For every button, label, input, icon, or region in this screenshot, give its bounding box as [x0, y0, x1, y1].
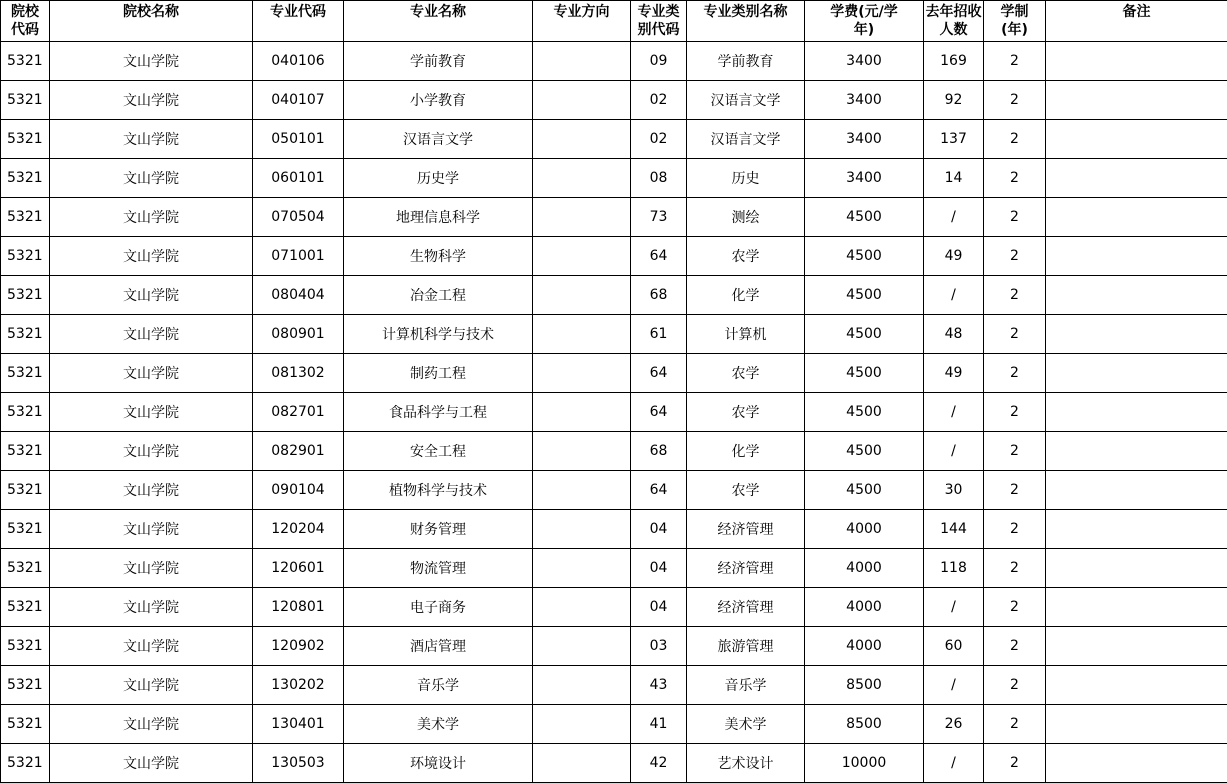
cell-category-code: 08 — [631, 159, 687, 198]
cell-direction — [533, 237, 631, 276]
cell-direction — [533, 666, 631, 705]
cell-remarks — [1046, 744, 1227, 783]
header-duration: 学制(年) — [984, 1, 1046, 42]
header-tuition: 学费(元/学年) — [805, 1, 924, 42]
cell-last-year-enrollment: 48 — [924, 315, 984, 354]
cell-major-code: 080404 — [253, 276, 344, 315]
cell-tuition: 8500 — [805, 666, 924, 705]
cell-tuition: 4500 — [805, 315, 924, 354]
cell-major-code: 060101 — [253, 159, 344, 198]
header-major-code: 专业代码 — [253, 1, 344, 42]
cell-major-name: 音乐学 — [344, 666, 533, 705]
cell-category-name: 计算机 — [687, 315, 805, 354]
cell-category-code: 02 — [631, 81, 687, 120]
cell-school-name: 文山学院 — [50, 315, 253, 354]
cell-category-code: 42 — [631, 744, 687, 783]
table-row — [1, 744, 1227, 783]
cell-remarks — [1046, 237, 1227, 276]
cell-tuition: 4500 — [805, 432, 924, 471]
table-row — [1, 237, 1227, 276]
cell-tuition: 3400 — [805, 81, 924, 120]
cell-tuition: 4500 — [805, 471, 924, 510]
cell-category-name: 经济管理 — [687, 549, 805, 588]
cell-tuition: 3400 — [805, 42, 924, 81]
cell-duration: 2 — [984, 627, 1046, 666]
cell-last-year-enrollment: 118 — [924, 549, 984, 588]
header-school-code: 院校代码 — [1, 1, 50, 42]
cell-school-code: 5321 — [1, 81, 50, 120]
table-row — [1, 159, 1227, 198]
table-row — [1, 315, 1227, 354]
cell-tuition: 4000 — [805, 588, 924, 627]
cell-school-name: 文山学院 — [50, 510, 253, 549]
table-row — [1, 42, 1227, 81]
cell-major-name: 学前教育 — [344, 42, 533, 81]
cell-tuition: 10000 — [805, 744, 924, 783]
cell-major-name: 制药工程 — [344, 354, 533, 393]
cell-major-code: 040106 — [253, 42, 344, 81]
cell-remarks — [1046, 510, 1227, 549]
cell-school-name: 文山学院 — [50, 705, 253, 744]
cell-tuition: 3400 — [805, 120, 924, 159]
cell-category-code: 64 — [631, 237, 687, 276]
cell-school-code: 5321 — [1, 471, 50, 510]
cell-category-code: 64 — [631, 354, 687, 393]
cell-duration: 2 — [984, 315, 1046, 354]
cell-major-code: 082701 — [253, 393, 344, 432]
cell-school-name: 文山学院 — [50, 354, 253, 393]
cell-school-code: 5321 — [1, 705, 50, 744]
cell-remarks — [1046, 627, 1227, 666]
cell-duration: 2 — [984, 198, 1046, 237]
cell-school-name: 文山学院 — [50, 393, 253, 432]
cell-major-name: 汉语言文学 — [344, 120, 533, 159]
cell-category-code: 61 — [631, 315, 687, 354]
cell-major-name: 计算机科学与技术 — [344, 315, 533, 354]
cell-school-code: 5321 — [1, 588, 50, 627]
cell-major-name: 生物科学 — [344, 237, 533, 276]
cell-school-code: 5321 — [1, 393, 50, 432]
cell-last-year-enrollment: / — [924, 744, 984, 783]
cell-school-name: 文山学院 — [50, 744, 253, 783]
cell-category-code: 04 — [631, 549, 687, 588]
cell-direction — [533, 588, 631, 627]
cell-direction — [533, 744, 631, 783]
cell-school-name: 文山学院 — [50, 471, 253, 510]
cell-last-year-enrollment: / — [924, 588, 984, 627]
cell-tuition: 4000 — [805, 549, 924, 588]
cell-last-year-enrollment: / — [924, 276, 984, 315]
cell-direction — [533, 627, 631, 666]
cell-category-name: 学前教育 — [687, 42, 805, 81]
cell-category-code: 43 — [631, 666, 687, 705]
cell-school-name: 文山学院 — [50, 432, 253, 471]
cell-direction — [533, 549, 631, 588]
cell-direction — [533, 81, 631, 120]
cell-school-name: 文山学院 — [50, 81, 253, 120]
cell-category-code: 68 — [631, 276, 687, 315]
cell-remarks — [1046, 276, 1227, 315]
cell-category-code: 64 — [631, 471, 687, 510]
table-row — [1, 705, 1227, 744]
cell-remarks — [1046, 471, 1227, 510]
table-row — [1, 666, 1227, 705]
cell-major-name: 物流管理 — [344, 549, 533, 588]
cell-category-name: 汉语言文学 — [687, 81, 805, 120]
cell-direction — [533, 471, 631, 510]
cell-remarks — [1046, 159, 1227, 198]
cell-tuition: 4500 — [805, 237, 924, 276]
cell-last-year-enrollment: 60 — [924, 627, 984, 666]
header-school-name: 院校名称 — [50, 1, 253, 42]
cell-major-code: 070504 — [253, 198, 344, 237]
cell-major-name: 小学教育 — [344, 81, 533, 120]
cell-remarks — [1046, 393, 1227, 432]
cell-duration: 2 — [984, 666, 1046, 705]
cell-school-code: 5321 — [1, 276, 50, 315]
header-last-year-enrollment: 去年招收人数 — [924, 1, 984, 42]
cell-last-year-enrollment: 26 — [924, 705, 984, 744]
cell-last-year-enrollment: / — [924, 198, 984, 237]
header-remarks: 备注 — [1046, 1, 1227, 42]
cell-major-code: 080901 — [253, 315, 344, 354]
cell-major-name: 食品科学与工程 — [344, 393, 533, 432]
cell-school-name: 文山学院 — [50, 588, 253, 627]
cell-major-name: 历史学 — [344, 159, 533, 198]
cell-direction — [533, 198, 631, 237]
table-row — [1, 471, 1227, 510]
cell-school-name: 文山学院 — [50, 159, 253, 198]
cell-major-code: 081302 — [253, 354, 344, 393]
cell-major-name: 冶金工程 — [344, 276, 533, 315]
cell-category-name: 化学 — [687, 276, 805, 315]
cell-direction — [533, 159, 631, 198]
cell-category-name: 汉语言文学 — [687, 120, 805, 159]
cell-category-name: 农学 — [687, 354, 805, 393]
table-row — [1, 81, 1227, 120]
cell-remarks — [1046, 42, 1227, 81]
cell-direction — [533, 510, 631, 549]
cell-school-code: 5321 — [1, 510, 50, 549]
cell-category-name: 化学 — [687, 432, 805, 471]
cell-direction — [533, 315, 631, 354]
cell-direction — [533, 393, 631, 432]
cell-tuition: 4500 — [805, 276, 924, 315]
cell-major-name: 安全工程 — [344, 432, 533, 471]
cell-school-name: 文山学院 — [50, 549, 253, 588]
cell-direction — [533, 705, 631, 744]
cell-category-code: 03 — [631, 627, 687, 666]
table-row — [1, 393, 1227, 432]
cell-school-code: 5321 — [1, 237, 50, 276]
cell-category-name: 历史 — [687, 159, 805, 198]
cell-duration: 2 — [984, 510, 1046, 549]
table-row — [1, 588, 1227, 627]
cell-last-year-enrollment: 30 — [924, 471, 984, 510]
cell-major-name: 财务管理 — [344, 510, 533, 549]
cell-last-year-enrollment: / — [924, 393, 984, 432]
cell-last-year-enrollment: 49 — [924, 354, 984, 393]
cell-remarks — [1046, 198, 1227, 237]
cell-school-code: 5321 — [1, 198, 50, 237]
cell-major-name: 酒店管理 — [344, 627, 533, 666]
header-major-name: 专业名称 — [344, 1, 533, 42]
cell-major-code: 050101 — [253, 120, 344, 159]
cell-school-code: 5321 — [1, 744, 50, 783]
cell-school-code: 5321 — [1, 315, 50, 354]
cell-major-name: 环境设计 — [344, 744, 533, 783]
cell-last-year-enrollment: / — [924, 666, 984, 705]
cell-category-name: 农学 — [687, 393, 805, 432]
cell-direction — [533, 120, 631, 159]
cell-major-code: 120601 — [253, 549, 344, 588]
cell-school-code: 5321 — [1, 549, 50, 588]
header-category-code: 专业类别代码 — [631, 1, 687, 42]
cell-category-code: 41 — [631, 705, 687, 744]
cell-tuition: 8500 — [805, 705, 924, 744]
cell-category-name: 艺术设计 — [687, 744, 805, 783]
cell-category-code: 02 — [631, 120, 687, 159]
cell-last-year-enrollment: 169 — [924, 42, 984, 81]
cell-major-code: 130202 — [253, 666, 344, 705]
cell-school-code: 5321 — [1, 432, 50, 471]
cell-school-code: 5321 — [1, 627, 50, 666]
cell-remarks — [1046, 588, 1227, 627]
table-row — [1, 276, 1227, 315]
cell-major-code: 130503 — [253, 744, 344, 783]
cell-major-name: 植物科学与技术 — [344, 471, 533, 510]
cell-last-year-enrollment: 92 — [924, 81, 984, 120]
cell-remarks — [1046, 705, 1227, 744]
cell-duration: 2 — [984, 120, 1046, 159]
cell-school-name: 文山学院 — [50, 198, 253, 237]
table-row — [1, 354, 1227, 393]
cell-category-name: 农学 — [687, 237, 805, 276]
cell-tuition: 4500 — [805, 354, 924, 393]
cell-last-year-enrollment: 137 — [924, 120, 984, 159]
cell-tuition: 4000 — [805, 510, 924, 549]
table-row — [1, 549, 1227, 588]
cell-category-name: 测绘 — [687, 198, 805, 237]
cell-major-code: 120902 — [253, 627, 344, 666]
cell-category-name: 音乐学 — [687, 666, 805, 705]
cell-school-name: 文山学院 — [50, 666, 253, 705]
cell-category-code: 68 — [631, 432, 687, 471]
cell-major-name: 电子商务 — [344, 588, 533, 627]
cell-remarks — [1046, 432, 1227, 471]
cell-category-code: 09 — [631, 42, 687, 81]
cell-category-name: 经济管理 — [687, 510, 805, 549]
table-row — [1, 198, 1227, 237]
cell-school-code: 5321 — [1, 42, 50, 81]
cell-last-year-enrollment: 14 — [924, 159, 984, 198]
cell-duration: 2 — [984, 354, 1046, 393]
cell-duration: 2 — [984, 237, 1046, 276]
table-row — [1, 120, 1227, 159]
cell-duration: 2 — [984, 42, 1046, 81]
cell-school-name: 文山学院 — [50, 237, 253, 276]
cell-school-name: 文山学院 — [50, 42, 253, 81]
cell-category-name: 农学 — [687, 471, 805, 510]
cell-last-year-enrollment: 144 — [924, 510, 984, 549]
cell-remarks — [1046, 315, 1227, 354]
cell-remarks — [1046, 666, 1227, 705]
cell-school-name: 文山学院 — [50, 627, 253, 666]
cell-school-code: 5321 — [1, 159, 50, 198]
cell-tuition: 4500 — [805, 393, 924, 432]
cell-category-name: 经济管理 — [687, 588, 805, 627]
cell-direction — [533, 432, 631, 471]
cell-major-code: 040107 — [253, 81, 344, 120]
cell-last-year-enrollment: / — [924, 432, 984, 471]
cell-direction — [533, 42, 631, 81]
cell-tuition: 3400 — [805, 159, 924, 198]
cell-remarks — [1046, 120, 1227, 159]
cell-duration: 2 — [984, 432, 1046, 471]
cell-category-code: 64 — [631, 393, 687, 432]
cell-duration: 2 — [984, 393, 1046, 432]
cell-school-code: 5321 — [1, 354, 50, 393]
cell-category-code: 04 — [631, 588, 687, 627]
cell-duration: 2 — [984, 549, 1046, 588]
cell-duration: 2 — [984, 81, 1046, 120]
cell-duration: 2 — [984, 705, 1046, 744]
cell-school-name: 文山学院 — [50, 120, 253, 159]
cell-category-code: 04 — [631, 510, 687, 549]
cell-major-code: 090104 — [253, 471, 344, 510]
cell-remarks — [1046, 354, 1227, 393]
cell-duration: 2 — [984, 744, 1046, 783]
cell-duration: 2 — [984, 471, 1046, 510]
cell-last-year-enrollment: 49 — [924, 237, 984, 276]
cell-remarks — [1046, 81, 1227, 120]
cell-category-code: 73 — [631, 198, 687, 237]
cell-major-name: 地理信息科学 — [344, 198, 533, 237]
cell-school-code: 5321 — [1, 120, 50, 159]
table-row — [1, 432, 1227, 471]
cell-duration: 2 — [984, 159, 1046, 198]
cell-school-code: 5321 — [1, 666, 50, 705]
cell-category-name: 旅游管理 — [687, 627, 805, 666]
cell-tuition: 4000 — [805, 627, 924, 666]
cell-duration: 2 — [984, 276, 1046, 315]
table-row — [1, 627, 1227, 666]
cell-direction — [533, 276, 631, 315]
cell-major-code: 082901 — [253, 432, 344, 471]
header-direction: 专业方向 — [533, 1, 631, 42]
cell-major-name: 美术学 — [344, 705, 533, 744]
table-row — [1, 510, 1227, 549]
cell-major-code: 120801 — [253, 588, 344, 627]
cell-school-name: 文山学院 — [50, 276, 253, 315]
cell-direction — [533, 354, 631, 393]
header-row — [1, 1, 1227, 42]
cell-duration: 2 — [984, 588, 1046, 627]
header-category-name: 专业类别名称 — [687, 1, 805, 42]
table-body — [1, 42, 1227, 783]
cell-remarks — [1046, 549, 1227, 588]
cell-major-code: 120204 — [253, 510, 344, 549]
cell-category-name: 美术学 — [687, 705, 805, 744]
cell-major-code: 071001 — [253, 237, 344, 276]
cell-tuition: 4500 — [805, 198, 924, 237]
cell-major-code: 130401 — [253, 705, 344, 744]
